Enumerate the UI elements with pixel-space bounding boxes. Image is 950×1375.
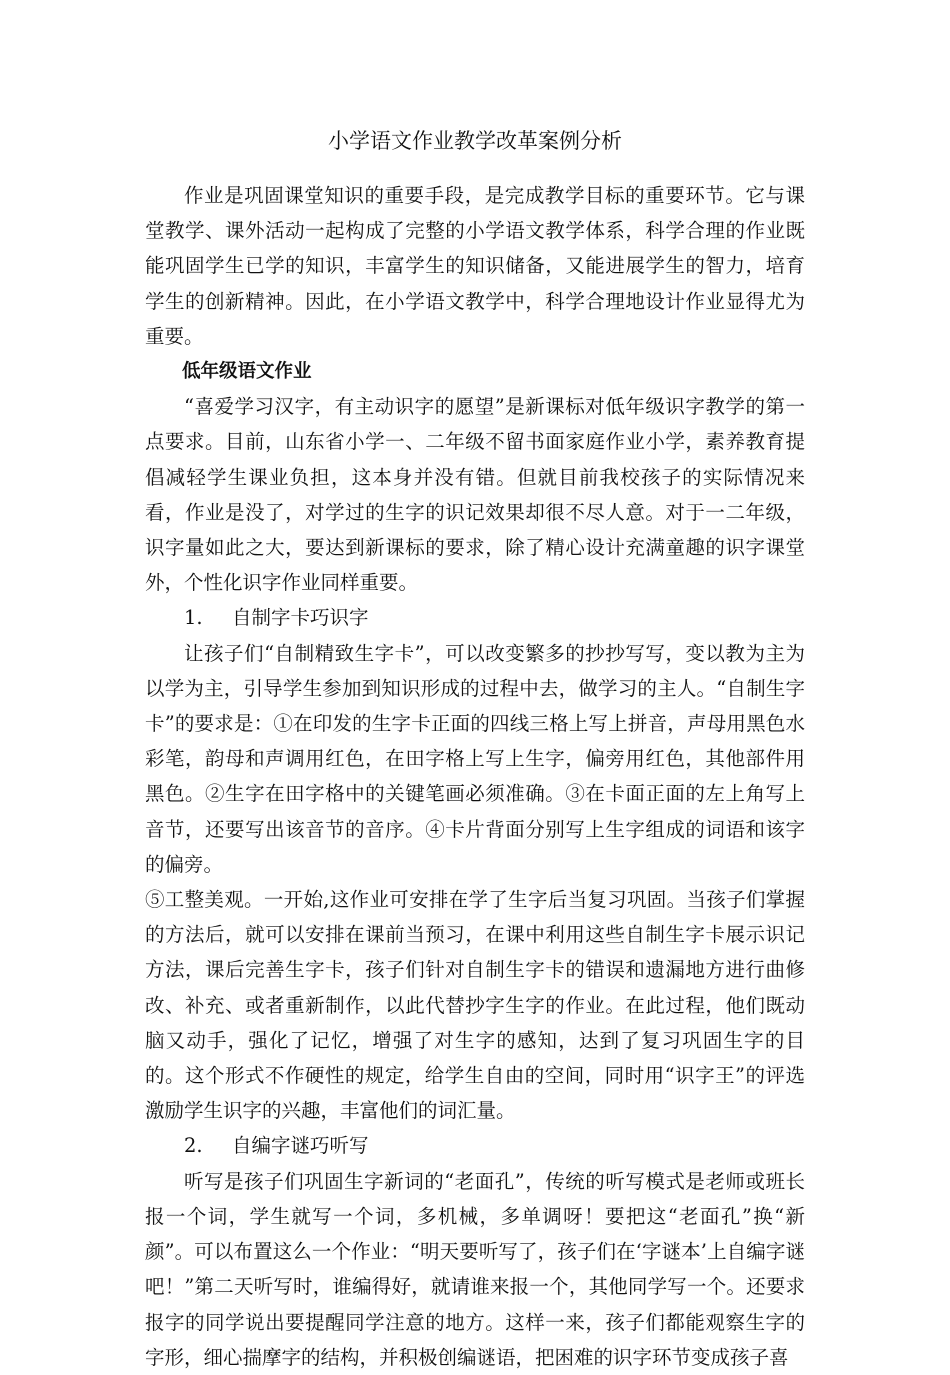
list-item-heading xyxy=(145,1128,805,1163)
item-paragraph: 让孩子们“自制精致生字卡”，可以改变繁多的抄抄写写，变以教为主为以学为主，引导学生参加到知识形成的过程中去，做学习的主人。“自制生字卡”的要求是：①在印发的生字卡正面的四线三格上写上拼音，声母用黑色水彩笔，韵母和声调用红色，在田字格上写上生字，偏旁用红色，其他部件用黑色。②生字在田字格中的关键笔画必须准确。③在卡面正面的左上角写上音节，还要写出该音节的音序。④卡片背面分别写上生字组成的词语和该字的偏旁。 xyxy=(145,641,805,876)
list-item-number: 1. xyxy=(184,606,203,630)
document-title: 小学语文作业教学改革案例分析 xyxy=(328,129,622,153)
list-item-number: 2. xyxy=(184,1134,203,1158)
item-paragraph: 听写是孩子们巩固生字新词的“老面孔”，传统的听写模式是老师或班长报一个词，学生就写一个词，多机械，多单调呀！要把这“老面孔”换“新颜”。可以布置这么一个作业：“明天要听写了，孩子们在‘字谜本’上自编字谜吧！”第二天听写时，谁编得好，就请谁来报一个，其他同学写一个。还要求报字的同学说出要提醒同学注意的地方。这样一来，孩子们都能观察生字的字形，细心揣摩字的结构，并积极创编谜语，把困难的识字环节变成孩子喜 xyxy=(145,1169,805,1369)
list-item-title: 自制字卡巧识字 xyxy=(232,606,369,630)
list-item-heading xyxy=(145,600,805,635)
list-item-title: 自编字谜巧听写 xyxy=(232,1134,369,1158)
item-paragraph: ⑤工整美观。一开始,这作业可安排在学了生字后当复习巩固。当孩子们掌握的方法后，就可以安排在课前当预习，在课中利用这些自制生字卡展示识记方法，课后完善生字卡，孩子们针对自制生字卡的错误和遗漏地方进行曲修改、补充、或者重新制作，以此代替抄字生字的作业。在此过程，他们既动脑又动手，强化了记忆，增强了对生字的感知，达到了复习巩固生字的目的。这个形式不作硬性的规定，给学生自由的空间，同时用“识字王”的评选激励学生识字的兴趣，丰富他们的词汇量。 xyxy=(145,888,805,1123)
section-heading: 低年级语文作业 xyxy=(182,361,312,383)
section-paragraph: “喜爱学习汉字，有主动识字的愿望”是新课标对低年级识字教学的第一点要求。目前，山东省小学一、二年级不留书面家庭作业小学，素养教育提倡减轻学生课业负担，这本身并没有错。但就目前我校孩子的实际情况来看，作业是没了，对学过的生字的识记效果却很不尽人意。对于一二年级，识字量如此之大，要达到新课标的要求，除了精心设计充满童趣的识字课堂外，个性化识字作业同样重要。 xyxy=(145,395,805,595)
intro-paragraph: 作业是巩固课堂知识的重要手段，是完成教学目标的重要环节。它与课堂教学、课外活动一起构成了完整的小学语文教学体系，科学合理的作业既能巩固学生已学的知识，丰富学生的知识储备，又能进展学生的智力，培育学生的创新精神。因此，在小学语文教学中，科学合理地设计作业显得尤为重要。 xyxy=(145,184,805,348)
document-page xyxy=(145,118,805,1375)
